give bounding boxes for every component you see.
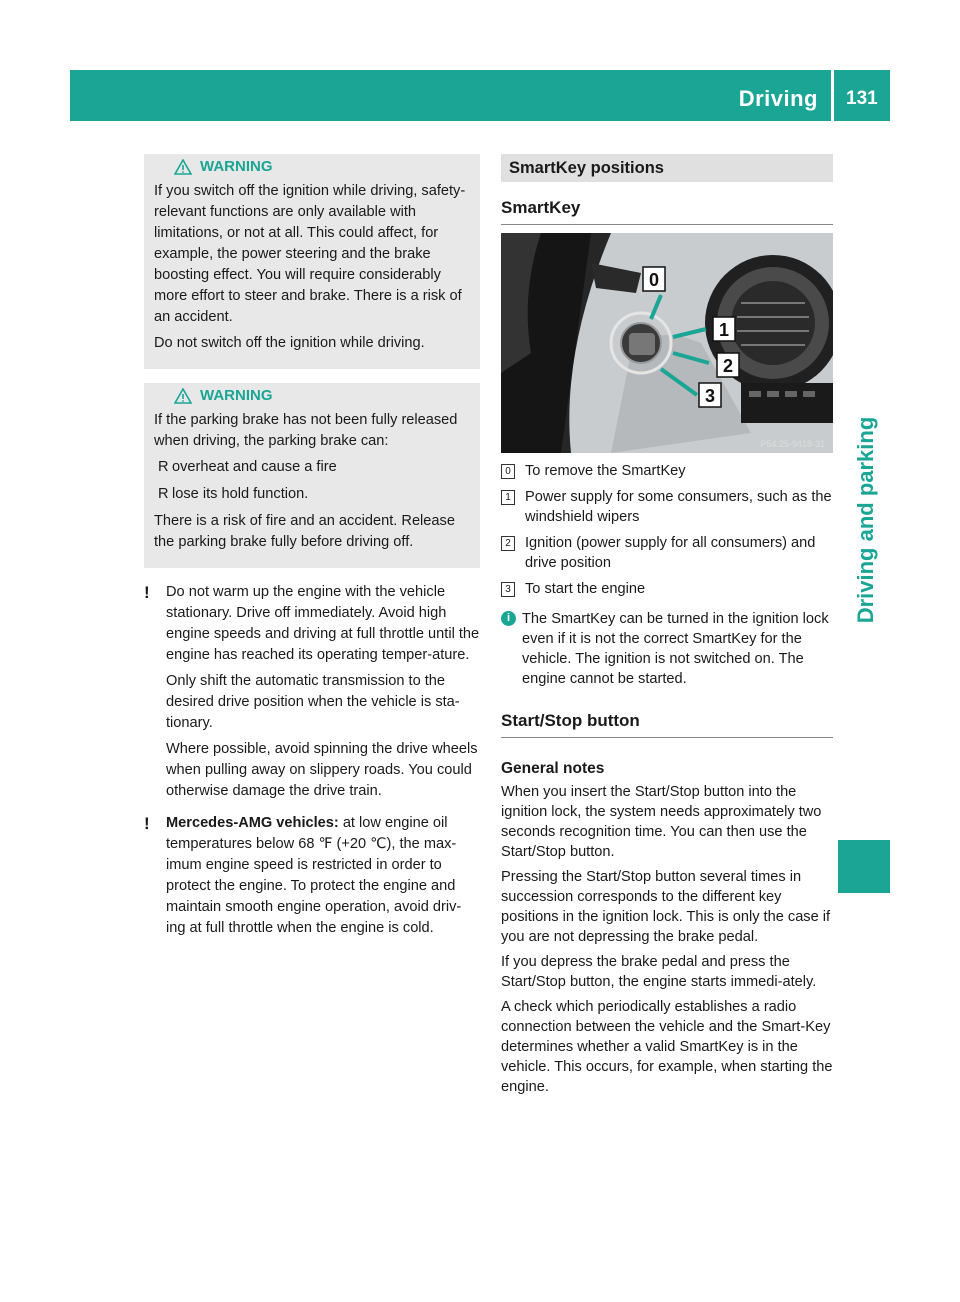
smartkey-heading: SmartKey (501, 198, 833, 225)
warning-box-parking-brake (144, 383, 480, 568)
side-tab-block (838, 840, 890, 893)
notice-text: Only shift the automatic transmission to the desired drive position when the vehicle is sta-tionary. (166, 673, 460, 731)
body-text: If you depress the brake pedal and press the Start/Stop button, the engine starts immedi-ately. (501, 954, 817, 990)
position-number: 1 (501, 490, 515, 505)
ignition-photo (501, 233, 833, 453)
list-item-text: overheat and cause a fire (172, 459, 337, 475)
warning-text: Do not switch off the ignition while driving. (154, 335, 425, 351)
right-column (501, 154, 833, 1102)
warning-heading (174, 387, 470, 404)
list-item (501, 579, 833, 599)
general-notes-heading: General notes (501, 760, 605, 777)
warning-text: If the parking brake has not been fully released when driving, the parking brake can: (154, 412, 458, 449)
chapter-title: Driving (738, 86, 818, 111)
info-icon: i (501, 611, 516, 626)
list-item (501, 487, 833, 527)
warning-box-ignition (144, 154, 480, 369)
position-text: Ignition (power supply for all consumers) and drive position (525, 535, 816, 571)
warning-text: If you switch off the ignition while driving, safety-relevant functions are only available with limitations, or not at all. This could affect, for example, the power steering and the brake boosting effect. You will require considerably more effort to steer and brake. There is a risk of an accident. (154, 183, 466, 325)
header-separator (831, 70, 834, 121)
callout-1: 1 (718, 320, 730, 340)
bullet-icon: R (158, 486, 169, 502)
left-column (144, 154, 480, 944)
page-number: 131 (846, 88, 878, 109)
position-text: Power supply for some consumers, such as the windshield wipers (525, 489, 832, 525)
warning-title: WARNING (200, 387, 273, 404)
ignition-illustration (501, 233, 833, 453)
callout-0: 0 (648, 270, 660, 290)
notice-bold: Mercedes-AMG vehicles: (166, 815, 339, 831)
photo-code: P54.25-9418-31 (760, 439, 825, 449)
notice-exclamation-icon: ! (144, 583, 150, 602)
startstop-heading: Start/Stop button (501, 711, 833, 738)
notice-text: Do not warm up the engine with the vehicle stationary. Drive off immediately. Avoid high engine speeds and driving at full throttle until the engine has reached its operating temper-ature. (166, 584, 480, 663)
warning-heading (174, 158, 470, 175)
warning-title: WARNING (200, 158, 273, 175)
position-number: 2 (501, 536, 515, 551)
info-note (501, 609, 833, 689)
bullet-icon: R (158, 459, 169, 475)
list-item (501, 461, 833, 481)
callout-3: 3 (704, 386, 716, 406)
list-item (154, 457, 470, 478)
position-text: To remove the SmartKey (525, 463, 686, 479)
body-text: Pressing the Start/Stop button several times in succession corresponds to the different key positions in the ignition lock. This is only the case if you are not depressing the brake pedal. (501, 869, 831, 945)
notice-text: at low engine oil temperatures below 68 ℉ (+20 ℃), the max-imum engine speed is restricted in order to protect the engine. To protect the engine and maintain smooth engine operation, avoid driv-ing at full throttle when the engine is cold. (166, 815, 462, 936)
notice-exclamation-icon: ! (144, 814, 150, 833)
list-item (501, 533, 833, 573)
callout-2: 2 (722, 356, 734, 376)
side-tab-label: Driving and parking (853, 416, 878, 624)
notice-amg (144, 813, 480, 944)
warning-triangle-icon (174, 159, 192, 175)
warning-text: There is a risk of fire and an accident. Release the parking brake fully before driving off. (154, 513, 455, 550)
warning-triangle-icon (174, 388, 192, 404)
list-item (154, 484, 470, 505)
info-text: The SmartKey can be turned in the ignition lock even if it is not the correct SmartKey for the vehicle. The ignition is not switched on. The engine cannot be started. (522, 611, 829, 687)
position-text: To start the engine (525, 581, 646, 597)
position-number: 3 (501, 582, 515, 597)
position-number: 0 (501, 464, 515, 479)
notice-text: Where possible, avoid spinning the drive wheels when pulling away on slippery roads. You could otherwise damage the drive train. (166, 741, 478, 799)
body-text: When you insert the Start/Stop button into the ignition lock, the system needs approximately two seconds recognition time. You can then use the Start/Stop button. (501, 784, 822, 860)
section-title: SmartKey positions (501, 154, 833, 182)
list-item-text: lose its hold function. (172, 486, 309, 502)
notice-warm-up (144, 582, 480, 807)
body-text: A check which periodically establishes a radio connection between the vehicle and the Smart-Key determines whether a valid SmartKey is in the vehicle. This occurs, for example, when starting the engine. (501, 999, 833, 1095)
